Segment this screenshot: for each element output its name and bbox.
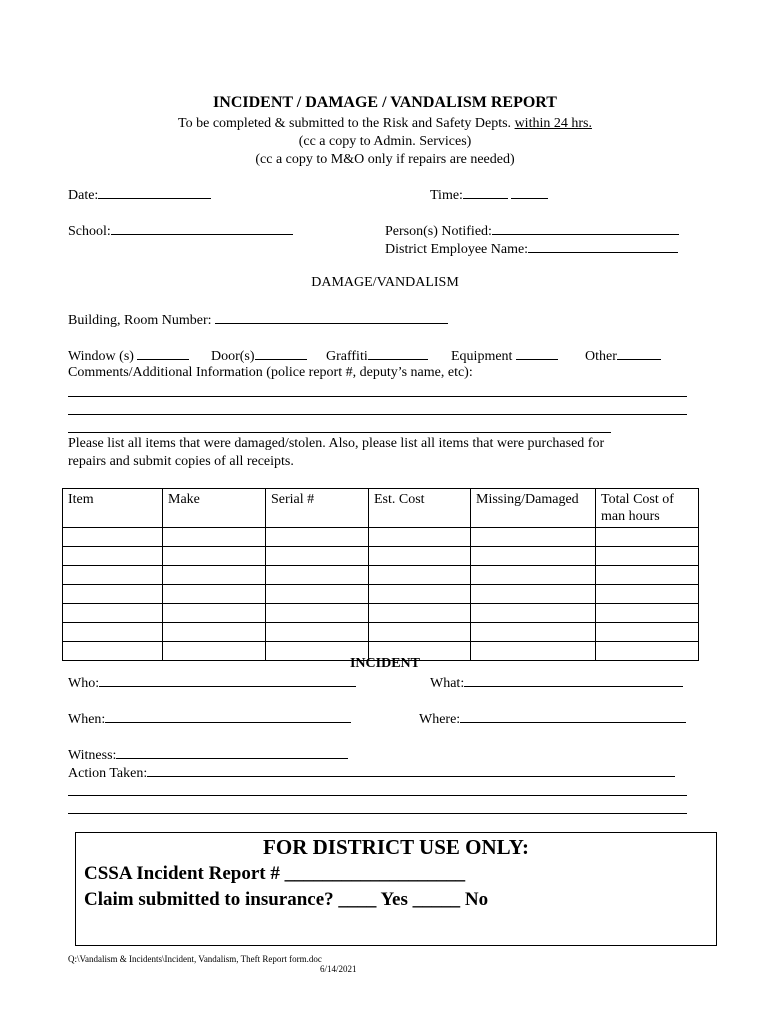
claim-submitted: Claim submitted to insurance? ____ Yes _____ No (84, 889, 489, 910)
school-label: School: (68, 224, 111, 239)
time-field[interactable] (430, 186, 548, 204)
damage-heading: DAMAGE/VANDALISM (311, 275, 459, 290)
table-cell[interactable] (471, 585, 596, 604)
table-cell[interactable] (471, 604, 596, 623)
when-label: When: (68, 712, 106, 727)
table-cell[interactable] (596, 547, 699, 566)
subtitle-text: To be completed & submitted to the Risk and Safety Depts. (178, 116, 512, 131)
action-line-2[interactable] (68, 795, 687, 796)
building-label: Building, Room Number: (68, 313, 212, 328)
table-row (63, 604, 699, 623)
table-cell[interactable] (471, 623, 596, 642)
doors-field[interactable] (211, 347, 307, 365)
incident-heading: INCIDENT (349, 656, 420, 671)
what-label: What: (430, 676, 465, 691)
persons-notified-line[interactable] (492, 222, 679, 235)
table-header-cell: Est. Cost (369, 489, 471, 528)
footer-path: Q:\Vandalism & Incidents\Incident, Vandalism, Theft Report form.doc (68, 954, 322, 964)
time-label: Time: (430, 188, 463, 203)
comments-line-3[interactable] (68, 432, 611, 433)
equipment-line[interactable] (516, 347, 558, 360)
action-field[interactable] (68, 764, 675, 782)
comments-line-1[interactable] (68, 396, 687, 397)
table-cell[interactable] (63, 528, 163, 547)
time-line-1[interactable] (463, 186, 508, 199)
district-use-heading: FOR DISTRICT USE ONLY: (263, 835, 529, 859)
where-label: Where: (419, 712, 461, 727)
table-row (63, 566, 699, 585)
graffiti-field[interactable] (326, 347, 428, 365)
graffiti-label: Graffiti (326, 349, 368, 364)
window-line[interactable] (137, 347, 189, 360)
where-field[interactable] (419, 710, 686, 728)
other-label: Other (585, 349, 617, 364)
who-field[interactable] (68, 674, 356, 692)
table-cell[interactable] (163, 623, 266, 642)
table-cell[interactable] (596, 604, 699, 623)
table-cell[interactable] (369, 585, 471, 604)
witness-field[interactable] (68, 746, 348, 764)
report-title: INCIDENT / DAMAGE / VANDALISM REPORT (213, 94, 557, 111)
table-cell[interactable] (369, 623, 471, 642)
table-cell[interactable] (266, 604, 369, 623)
comments-label: Comments/Additional Information (police report #, deputy’s name, etc): (68, 365, 473, 380)
cc-admin-note: (cc a copy to Admin. Services) (298, 134, 472, 149)
date-line[interactable] (98, 186, 211, 199)
table-header-cell: Item (63, 489, 163, 528)
table-cell[interactable] (266, 547, 369, 566)
window-field[interactable] (68, 347, 189, 365)
what-line[interactable] (464, 674, 683, 687)
witness-label: Witness: (68, 748, 117, 763)
table-header-cell: Make (163, 489, 266, 528)
table-row (63, 528, 699, 547)
table-cell[interactable] (63, 604, 163, 623)
report-subtitle (0, 116, 770, 132)
table-header-cell: Total Cost of man hours (596, 489, 699, 528)
table-cell[interactable] (369, 547, 471, 566)
district-employee-field[interactable] (385, 240, 678, 258)
table-cell[interactable] (266, 585, 369, 604)
items-instructions-line-1: Please list all items that were damaged/stolen. Also, please list all items that were purchased for (68, 436, 605, 451)
table-cell[interactable] (163, 528, 266, 547)
table-row (63, 623, 699, 642)
table-cell[interactable] (163, 604, 266, 623)
comments-line-2[interactable] (68, 414, 687, 415)
graffiti-line[interactable] (368, 347, 428, 360)
table-cell[interactable] (63, 585, 163, 604)
when-field[interactable] (68, 710, 351, 728)
table-cell[interactable] (63, 566, 163, 585)
equipment-label: Equipment (451, 349, 513, 364)
table-cell[interactable] (163, 547, 266, 566)
equipment-field[interactable] (451, 347, 558, 365)
table-cell[interactable] (63, 623, 163, 642)
cc-mo-note: (cc a copy to M&O only if repairs are needed) (255, 152, 515, 167)
building-field[interactable] (68, 311, 448, 329)
table-cell[interactable] (266, 623, 369, 642)
district-employee-label: District Employee Name: (385, 242, 529, 257)
table-cell[interactable] (596, 566, 699, 585)
witness-line[interactable] (116, 746, 348, 759)
other-field[interactable] (585, 347, 661, 365)
action-line-3[interactable] (68, 813, 687, 814)
subtitle-deadline: within 24 hrs. (514, 116, 592, 131)
table-cell[interactable] (369, 566, 471, 585)
date-field[interactable] (68, 186, 211, 204)
items-table (62, 488, 699, 661)
doors-label: Door(s) (211, 349, 255, 364)
table-cell[interactable] (163, 566, 266, 585)
action-line[interactable] (147, 764, 675, 777)
school-field[interactable] (68, 222, 293, 240)
who-line[interactable] (99, 674, 356, 687)
table-header-row (63, 489, 699, 528)
cssa-incident-report: CSSA Incident Report # ___________________ (84, 863, 466, 884)
table-cell[interactable] (596, 528, 699, 547)
table-cell[interactable] (471, 566, 596, 585)
table-cell[interactable] (266, 528, 369, 547)
other-line[interactable] (617, 347, 661, 360)
district-use-box (75, 832, 717, 946)
where-line[interactable] (460, 710, 686, 723)
footer-date: 6/14/2021 (320, 964, 357, 974)
building-line[interactable] (215, 311, 448, 324)
school-line[interactable] (111, 222, 293, 235)
table-cell[interactable] (369, 604, 471, 623)
table-cell[interactable] (471, 528, 596, 547)
persons-notified-label: Person(s) Notified: (385, 224, 492, 239)
doors-line[interactable] (255, 347, 307, 360)
table-row (63, 547, 699, 566)
window-label: Window (s) (68, 349, 134, 364)
table-header-cell: Missing/Damaged (471, 489, 596, 528)
table-cell[interactable] (266, 566, 369, 585)
table-row (63, 585, 699, 604)
table-header-cell: Serial # (266, 489, 369, 528)
date-label: Date: (68, 188, 99, 203)
who-label: Who: (68, 676, 100, 691)
items-instructions-line-2: repairs and submit copies of all receipts. (68, 454, 294, 469)
what-field[interactable] (430, 674, 683, 692)
time-line-2[interactable] (511, 186, 548, 199)
table-cell[interactable] (369, 528, 471, 547)
when-line[interactable] (105, 710, 351, 723)
table-cell[interactable] (596, 585, 699, 604)
district-employee-line[interactable] (528, 240, 678, 253)
table-cell[interactable] (63, 547, 163, 566)
table-cell[interactable] (471, 547, 596, 566)
table-cell[interactable] (596, 623, 699, 642)
action-label: Action Taken: (68, 766, 148, 781)
persons-notified-field[interactable] (385, 222, 679, 240)
table-cell[interactable] (163, 585, 266, 604)
